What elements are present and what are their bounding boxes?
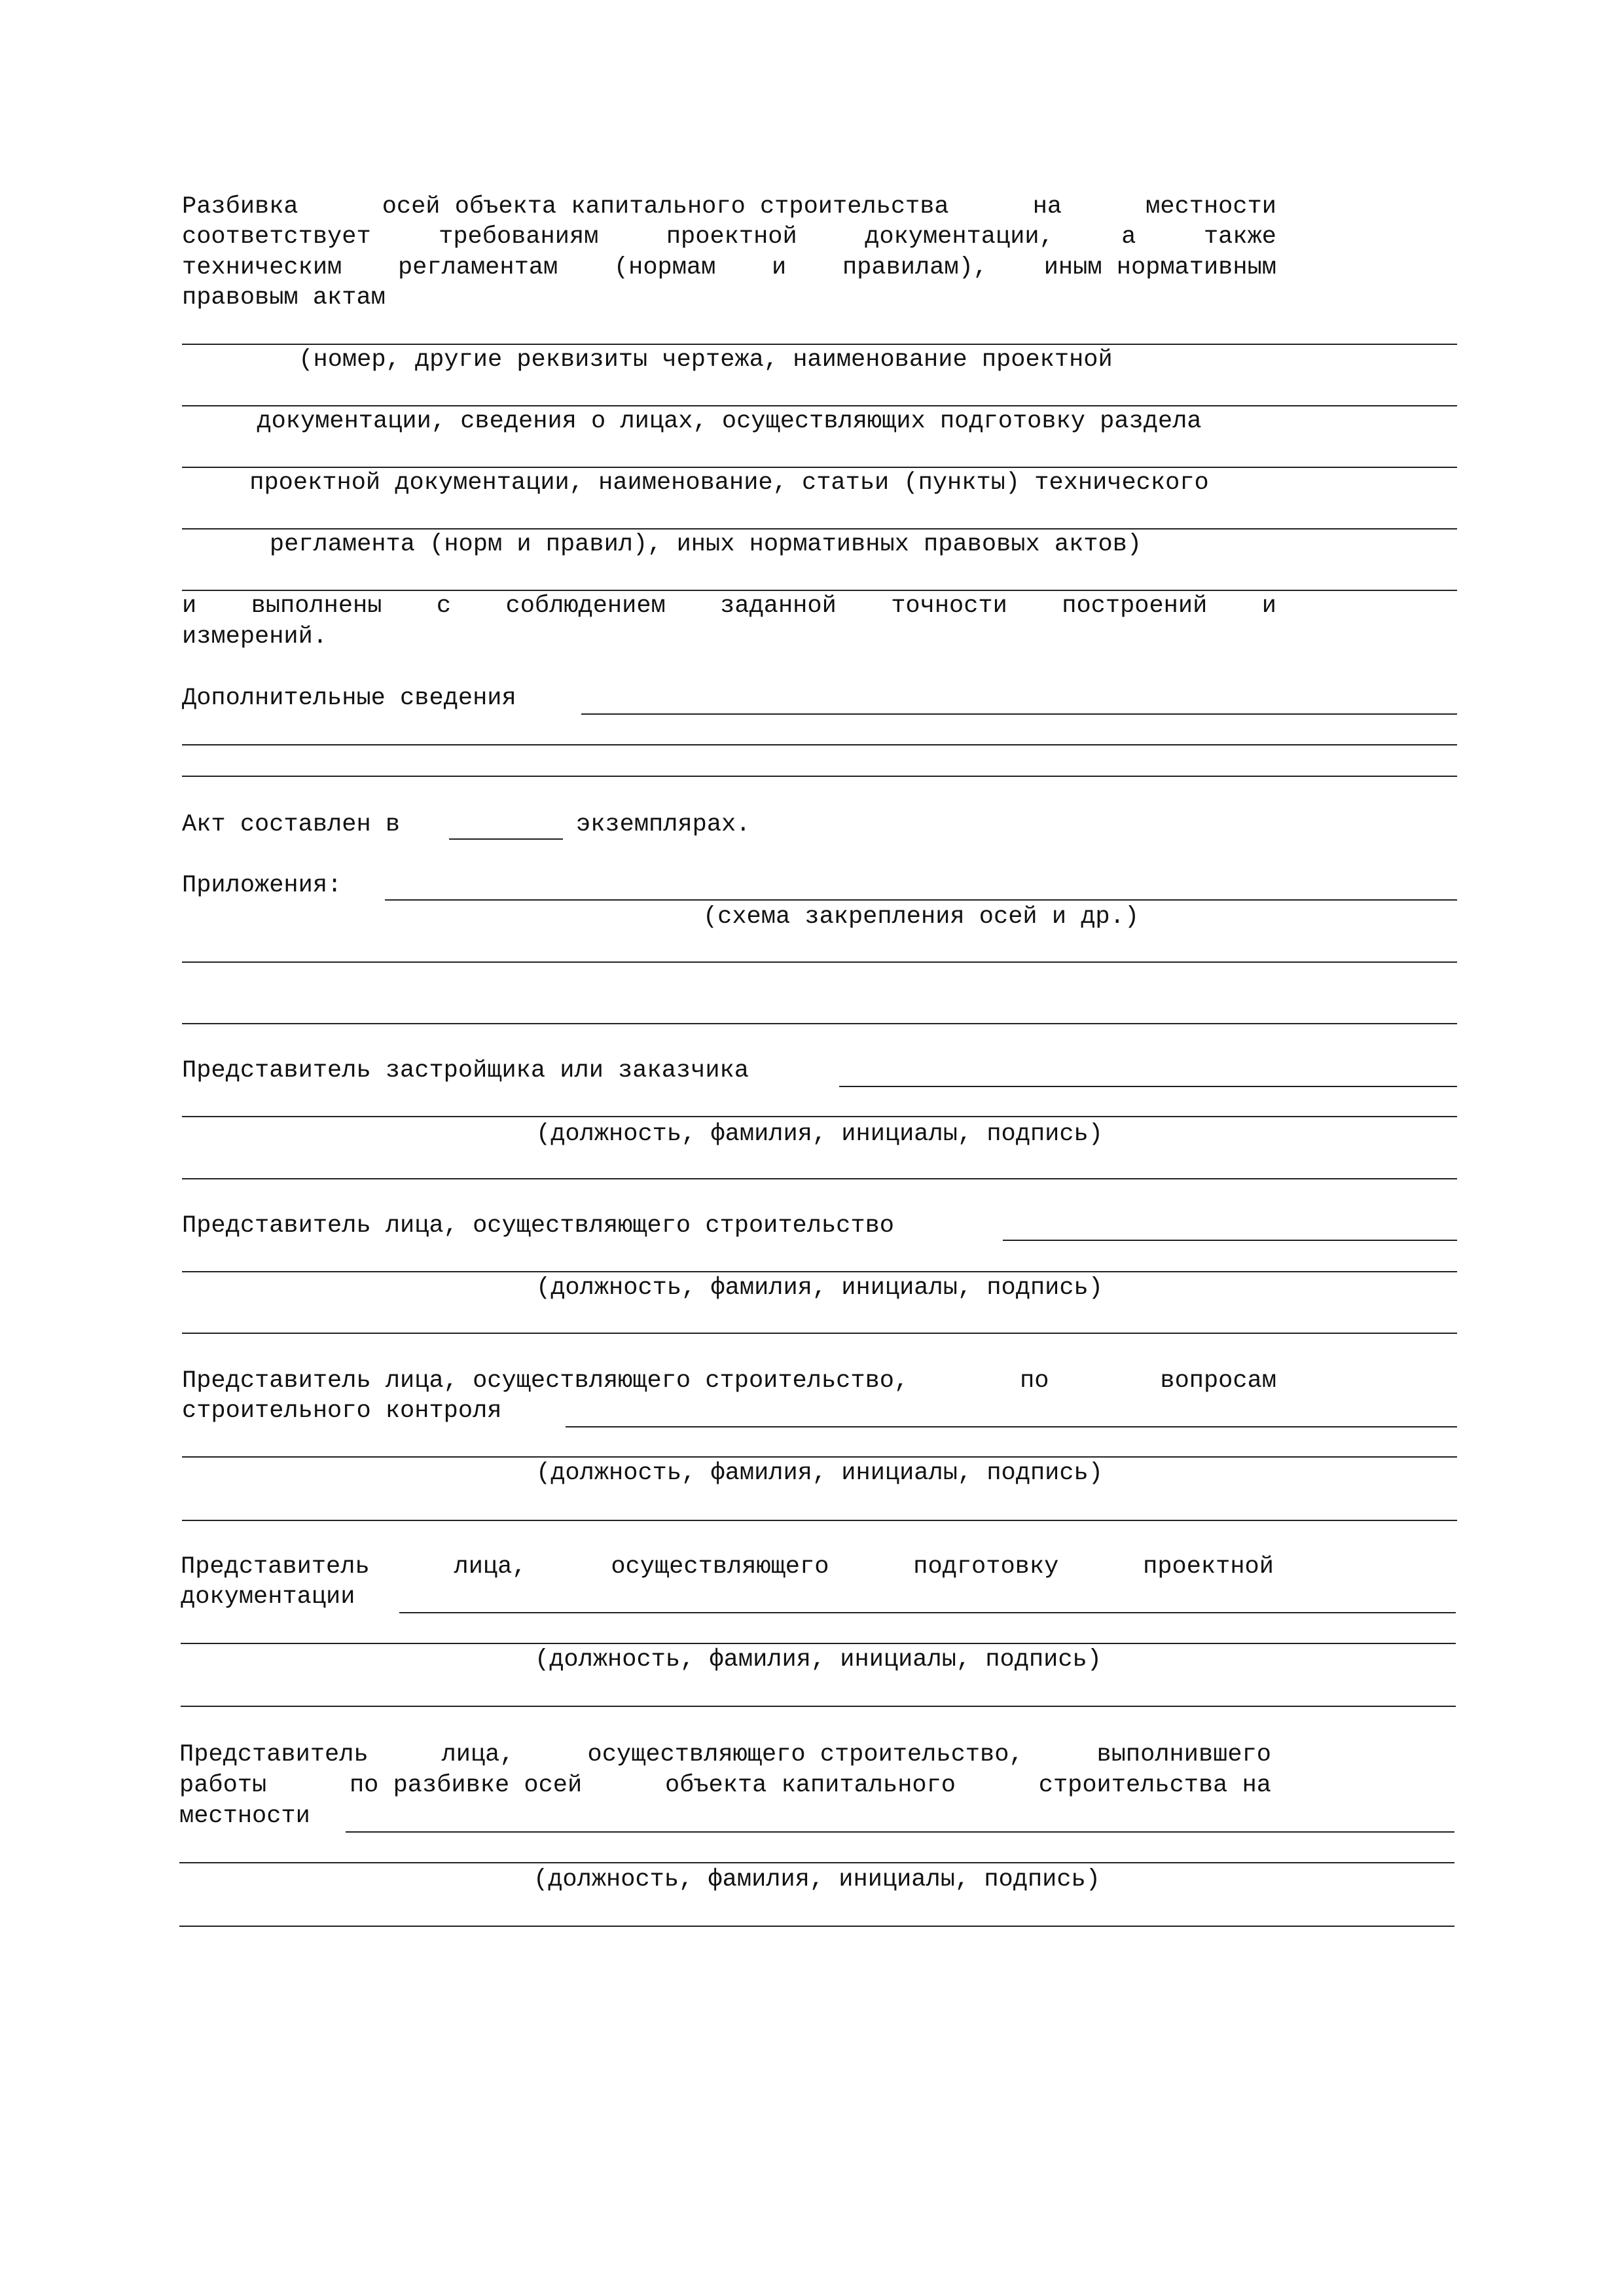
builder-signature-caption: (должность, фамилия, инициалы, подпись) [536, 1274, 1103, 1302]
design-rep-line-1: Представитель лица, осуществляющего подготовку проектной [181, 1553, 1274, 1581]
control-signature-caption: (должность, фамилия, инициалы, подпись) [536, 1460, 1103, 1487]
axes-rep-line-2: работы по разбивке осей объекта капитального строительства на [179, 1772, 1271, 1799]
control-rep-line-1: Представитель лица, осуществляющего строительство, по вопросам [182, 1367, 1276, 1395]
control-rep-field[interactable] [566, 1426, 1457, 1427]
axes-rep-field[interactable] [346, 1831, 1454, 1833]
design-rep-field-3[interactable] [181, 1706, 1456, 1707]
builder-rep-label: Представитель лица, осуществляющего строительство [182, 1212, 894, 1240]
axes-rep-line-1: Представитель лица, осуществляющего строительство, выполнившего [179, 1741, 1271, 1768]
attachments-label: Приложения: [182, 872, 342, 899]
opening-line-3: техническим регламентам (нормам и правилам), иным нормативным [182, 254, 1276, 281]
control-rep-line-2: строительного контроля [182, 1397, 502, 1425]
opening-line-1: Разбивка осей объекта капитального строительства на местности [182, 193, 1276, 221]
design-rep-field[interactable] [399, 1612, 1456, 1613]
copies-label: Акт составлен в [182, 811, 401, 838]
opening-line-2: соответствует требованиям проектной документации, а также [182, 223, 1276, 251]
builder-rep-field-2[interactable] [182, 1271, 1457, 1272]
attachments-field-3[interactable] [182, 1023, 1457, 1024]
axes-rep-field-3[interactable] [179, 1926, 1454, 1927]
additional-info-field-1[interactable] [581, 713, 1457, 715]
reference-caption-3: проектной документации, наименование, статьи (пункты) технического [249, 469, 1209, 497]
accuracy-line-1: и выполнены с соблюдением заданной точности построений и [182, 592, 1276, 620]
design-signature-caption: (должность, фамилия, инициалы, подпись) [535, 1646, 1102, 1674]
reference-caption-2: документации, сведения о лицах, осуществляющих подготовку раздела [257, 408, 1202, 435]
design-rep-line-2: документации [181, 1583, 355, 1611]
accuracy-line-2: измерений. [182, 623, 328, 651]
developer-rep-field-2[interactable] [182, 1116, 1457, 1117]
reference-caption-1: (номер, другие реквизиты чертежа, наименование проектной [298, 346, 1113, 374]
additional-info-label: Дополнительные сведения [182, 685, 516, 712]
opening-line-4: правовым актам [182, 284, 386, 312]
developer-rep-label: Представитель застройщика или заказчика [182, 1057, 749, 1085]
reference-caption-4: регламента (норм и правил), иных нормативных правовых актов) [269, 531, 1142, 558]
developer-rep-field-3[interactable] [182, 1178, 1457, 1179]
copies-suffix: экземплярах. [576, 811, 751, 838]
attachments-field-2[interactable] [182, 961, 1457, 963]
builder-rep-field[interactable] [1003, 1240, 1457, 1241]
attachments-caption: (схема закрепления осей и др.) [702, 903, 1140, 931]
copies-count-field[interactable] [449, 838, 563, 840]
axes-signature-caption: (должность, фамилия, инициалы, подпись) [533, 1866, 1100, 1893]
axes-rep-line-3: местности [179, 1803, 310, 1830]
axes-rep-field-2[interactable] [179, 1862, 1454, 1863]
builder-rep-field-3[interactable] [182, 1333, 1457, 1334]
control-rep-field-3[interactable] [182, 1520, 1457, 1521]
additional-info-field-3[interactable] [182, 776, 1457, 777]
developer-rep-field[interactable] [839, 1086, 1457, 1087]
control-rep-field-2[interactable] [182, 1456, 1457, 1458]
additional-info-field-2[interactable] [182, 744, 1457, 745]
developer-signature-caption: (должность, фамилия, инициалы, подпись) [536, 1121, 1103, 1148]
design-rep-field-2[interactable] [181, 1643, 1456, 1644]
attachments-field[interactable] [385, 899, 1457, 901]
